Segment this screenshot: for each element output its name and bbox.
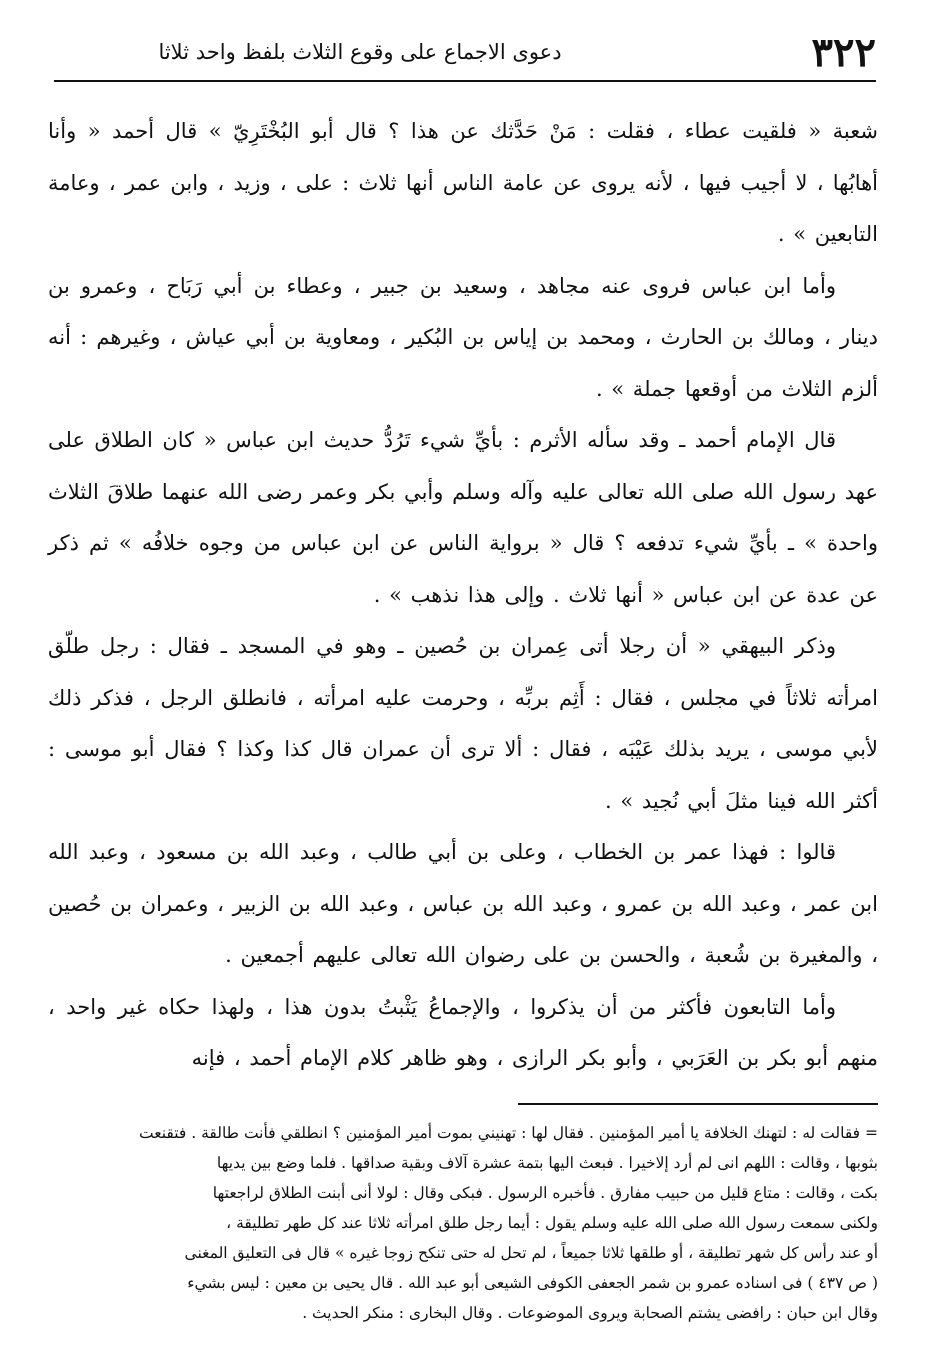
paragraph-1: شعبة « فلقيت عطاء ، فقلت : مَنْ حَدَّثك عن هذا ؟ قال أبو البُخْتَرِيّ » قال أحمد « وأنا أهابُها ، لا أجيب فيها ، لأنه يروى عن عامة الناس أنها ثلاث : على ، وزيد ، وابن عمر ، وعامة التابعين » . <box>48 119 878 246</box>
footnote-line-2: بثوبها ، وقالت : اللهم انى لم أرد إلاخيرا . فبعث اليها بتمة عشرة آلاف وبقية صداقها . فلما وضع بين يديها <box>216 1154 878 1172</box>
paragraph-5: قالوا : فهذا عمر بن الخطاب ، وعلى بن أبي طالب ، وعبد الله بن مسعود ، وعبد الله ابن عمر ، وعبد الله بن عمرو ، وعبد الله بن عباس ، وعبد الله بن الزبير ، وعمران بن حُصين ، والمغيرة بن شُعبة ، والحسن بن على رضوان الله تعالى عليهم أجمعين . <box>48 840 878 967</box>
paragraph-2: وأما ابن عباس فروى عنه مجاهد ، وسعيد بن جبير ، وعطاء بن أبي رَبَاح ، وعمرو بن دينار ، ومالك بن الحارث ، ومحمد بن إياس بن البُكير ، ومعاوية بن أبي عياش ، وغيرهم : أنه ألزم الثلاث من أوقعها جملة » . <box>48 273 878 401</box>
footnote-line-5: أو عند رأس كل شهر تطليقة ، أو طلقها ثلاثا جميعاً ، لم تحل له حتى تنكح زوجا غيره » قال فى التعليق المغنى <box>184 1244 878 1262</box>
page-number: ٣٢٢ <box>811 29 876 76</box>
footnote-line-7: وقال ابن حبان : رافضى يشتم الصحابة ويروى الموضوعات . وقال البخارى : منكر الحديث . <box>302 1304 878 1322</box>
paragraph-3: قال الإمام أحمد ـ وقد سأله الأثرم : بأيِّ شيء تَرُدُّ حديث ابن عباس « كان الطلاق على عهد رسول الله صلى الله تعالى عليه وآله وسلم وأبي بكر وعمر رضى الله عنهما طلاقَ الثلاث واحدة » ـ بأيِّ شيء تدفعه ؟ قال « برواية الناس عن ابن عباس من وجوه خلافُه » ثم ذكر عن عدة عن ابن عباس « أنها ثلاث . وإلى هذا نذهب » . <box>48 428 878 607</box>
paragraph-6: وأما التابعون فأكثر من أن يذكروا ، والإجماعُ يَثْبتُ بدون هذا ، ولهذا حكاه غير واحد ، منهم أبو بكر بن العَرَبي ، وأبو بكر الرازى ، وهو ظاهر كلام الإمام أحمد ، فإنه <box>48 994 878 1070</box>
page-header <box>54 28 876 78</box>
running-title: دعوى الاجماع على وقوع الثلاث بلفظ واحد ثلاثا <box>158 40 562 64</box>
footnote-line-1: = فقالت له : لتهنك الخلافة يا أمير المؤمنين . فقال لها : تهنيني بموت أمير المؤمنين ؟ انطلقي فأنت طالقة . فتقنعت <box>139 1124 878 1142</box>
footnote-line-6: ( ص ٤٣٧ ) فى اسناده عمرو بن شمر الجعفى الكوفى الشيعى أبو عبد الله . قال يحيى بن معين : ليس بشيء <box>187 1274 878 1292</box>
footnotes <box>48 1118 878 1328</box>
footnote-line-4: ولكنى سمعت رسول الله صلى الله عليه وسلم يقول : أيما رجل طلق امرأته ثلاثا عند كل طهر تطليقة ، <box>226 1214 878 1232</box>
footnote-line-3: بكت ، وقالت : متاع قليل من حبيب مفارق . فأخبره الرسول . فبكى وقال : لولا أنى أبنت الطلاق لراجعتها <box>212 1184 878 1202</box>
footnote-rule <box>518 1103 878 1105</box>
paragraph-4: وذكر البيهقي « أن رجلا أتى عِمران بن حُصين ـ وهو في المسجد ـ فقال : رجل طلّق امرأته ثلاثاً في مجلس ، فقال : أَثِم بربِّه ، وحرمت عليه امرأته ، فانطلق الرجل ، فذكر ذلك لأبي موسى ، يريد بذلك عَيْبَه ، فقال : ألا ترى أن عمران قال كذا وكذا ؟ فقال أبو موسى : أكثر الله فينا مثلَ أبي نُجيد » . <box>48 634 878 813</box>
header-rule <box>54 80 876 82</box>
main-text <box>48 106 878 1085</box>
